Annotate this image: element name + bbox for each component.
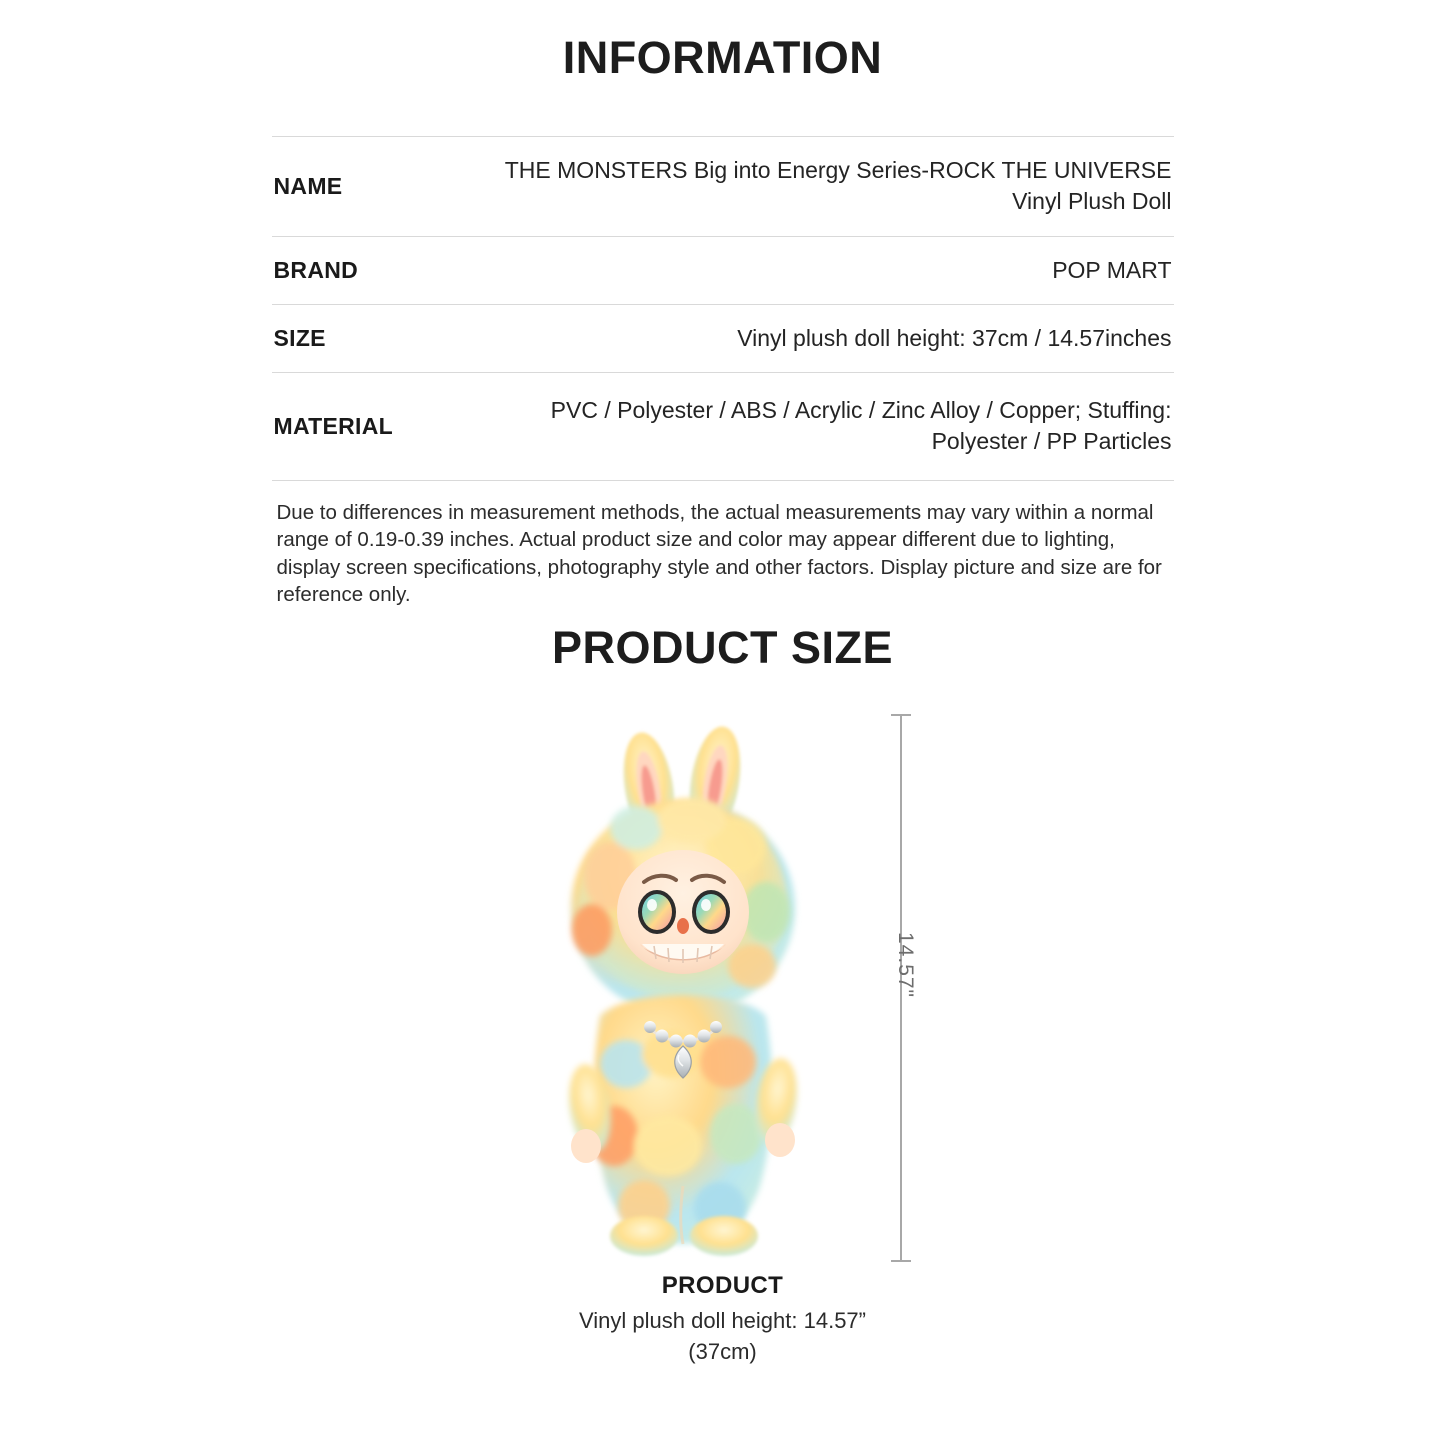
plush-doll-illustration xyxy=(540,716,860,1262)
product-size-figure xyxy=(272,702,1174,1262)
table-row xyxy=(272,304,1174,372)
spec-label-size: SIZE xyxy=(273,324,326,351)
specification-table xyxy=(272,136,1174,481)
spec-label-material: MATERIAL xyxy=(273,412,394,439)
product-caption-line2: (37cm) xyxy=(688,1339,757,1365)
table-row xyxy=(272,373,1174,481)
spec-value-name: THE MONSTERS Big into Energy Series-ROCK THE UNIVERSE Vinyl Plush Doll xyxy=(504,157,1172,215)
measurement-disclaimer: Due to differences in measurement methods, the actual measurements may vary within a normal range of 0.19-0.39 inches. Actual product size and color may appear different due to lighting, display screen specifications, photography style and other factors. Display picture and size are for reference only. xyxy=(276,500,1162,606)
spec-value-brand: POP MART xyxy=(1052,256,1172,283)
product-caption-title: PRODUCT xyxy=(661,1272,784,1300)
spec-label-brand: BRAND xyxy=(273,256,359,283)
spec-label-name: NAME xyxy=(273,172,343,199)
product-size-heading: PRODUCT SIZE xyxy=(551,622,894,674)
table-row xyxy=(272,236,1174,304)
spec-value-material: PVC / Polyester / ABS / Acrylic / Zinc Alloy / Copper; Stuffing: Polyester / PP Particles xyxy=(550,397,1172,455)
height-measurement-label: 14.57" xyxy=(893,932,917,999)
table-row xyxy=(272,137,1174,237)
product-caption-line1: Vinyl plush doll height: 14.57” xyxy=(578,1308,866,1334)
product-caption xyxy=(0,1272,1445,1368)
spec-value-size: Vinyl plush doll height: 37cm / 14.57inches xyxy=(737,324,1172,351)
information-heading: INFORMATION xyxy=(562,32,883,83)
